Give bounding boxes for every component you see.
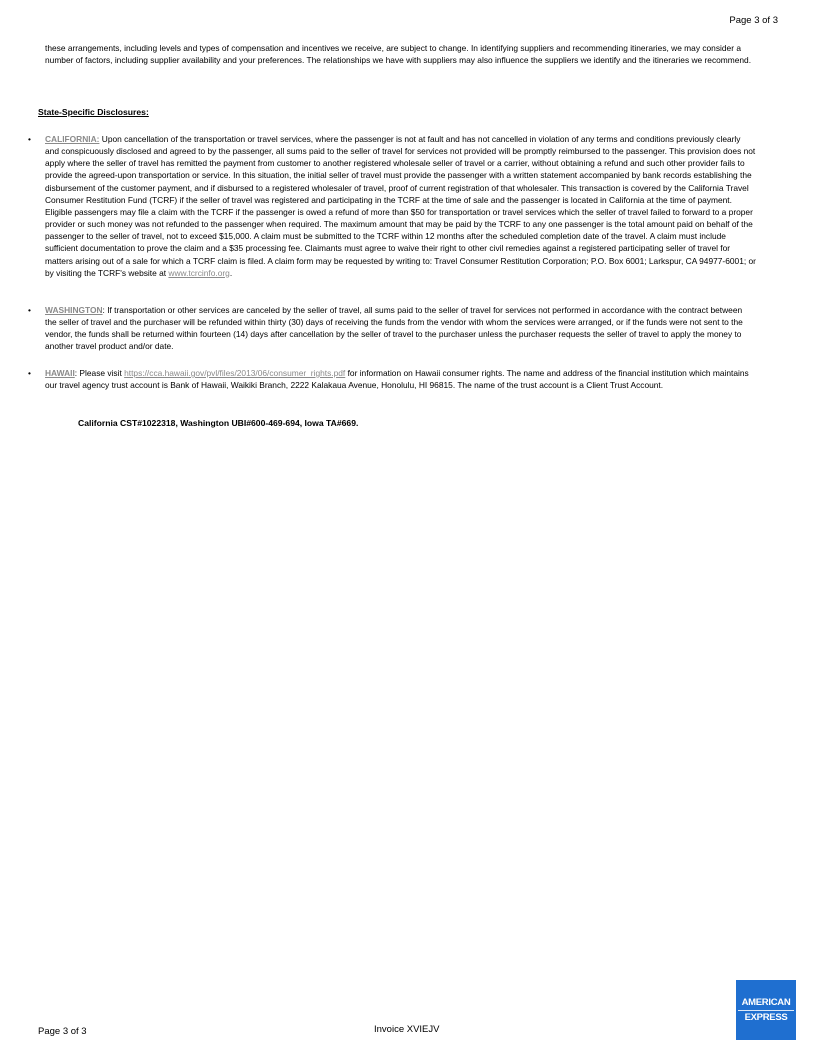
logo-line-express: EXPRESS xyxy=(744,1011,788,1023)
license-numbers: California CST#1022318, Washington UBI#600-469-694, Iowa TA#669. xyxy=(78,418,359,428)
hawaii-consumer-rights-link[interactable]: https://cca.hawaii.gov/pvl/files/2013/06/consumer_rights.pdf xyxy=(124,368,346,378)
bullet-icon: • xyxy=(28,134,31,144)
logo-divider xyxy=(738,1010,794,1011)
bullet-icon: • xyxy=(28,305,31,315)
page-number-top: Page 3 of 3 xyxy=(729,15,778,26)
washington-text: : If transportation or other services are canceled by the seller of travel, all sums paid to the seller of travel for services not performed in accordance with the contract between the seller of travel and the purchaser will be refunded within thirty (30) days of receiving the funds from the vendor with whom the services were arranged, or if the funds were not sent to the vendor, the funds shall be returned within fourteen (14) days after cancellation by the seller of travel to the purchaser unless the purchaser requests the seller of travel to apply the money to another travel product and/or date. xyxy=(45,305,743,352)
hawaii-label: HAWAII xyxy=(45,368,75,378)
washington-disclosure xyxy=(28,304,756,353)
tcrf-website-link[interactable]: www.tcrcinfo.org xyxy=(168,267,230,278)
american-express-logo xyxy=(736,980,796,1040)
california-tail: . xyxy=(229,267,233,278)
california-disclosure xyxy=(28,133,756,279)
hawaii-disclosure xyxy=(28,367,756,391)
california-label: CALIFORNIA: xyxy=(45,134,100,144)
page-number-footer: Page 3 of 3 xyxy=(38,1026,87,1037)
section-heading: State-Specific Disclosures: xyxy=(38,107,149,117)
washington-label: WASHINGTON xyxy=(45,305,103,315)
bullet-icon: • xyxy=(28,368,31,378)
hawaii-text-after: for information on Hawaii consumer rights. The name and address of the financial institution which maintains our travel agency trust account is Bank of Hawaii, Waikiki Branch, 2222 Kalakaua Avenue, Honolulu, HI 96815. The name of the trust account is a Client Trust Account. xyxy=(45,368,749,391)
intro-paragraph: these arrangements, including levels and types of compensation and incentives we receive, are subject to change. In identifying suppliers and recommending itineraries, we may consider a number of factors, including supplier availability and your preferences. The relationships we have with suppliers may also influence the suppliers we identify and the itineraries we recommend. xyxy=(45,43,752,65)
invoice-number: Invoice XVIEJV xyxy=(374,1024,440,1035)
hawaii-text-before: : Please visit xyxy=(74,368,125,378)
logo-line-american: AMERICAN xyxy=(741,996,791,1008)
california-text: Upon cancellation of the transportation or travel services, where the passenger is not at fault and has not cancelled in violation of any terms and conditions previously clearly and conspicuously disclosed and agreed to by the passenger, all sums paid to the seller of travel for services not provided will be promptly reimbursed to the passenger. This provision does not apply where the seller of travel has remitted the payment from customer to another registered wholesale seller of travel or a carrier, without obtaining a refund and such other provider fails to provide the agreed-upon transportation or service. In this situation, the initial seller of travel must provide the passenger with a written statement accompanied by bank records establishing the disbursement of the customer payment, and if disbursed to a registered wholesaler of travel, proof of current registration of that wholesaler. This transaction is covered by the California Travel Consumer Restitution Fund (TCRF) if the seller of travel was registered and participating in the TCRF at the time of sale and the passenger is located in California at the time of payment. Eligible passengers may file a claim with the TCRF if the passenger is owed a refund of more than $50 for transportation or travel services which the seller of travel failed to forward to a proper provider or such money was not refunded to the passenger when required. The maximum amount that may be paid by the TCRF to any one passenger is the total amount paid on behalf of the passenger to the seller of travel, not to exceed $15,000. A claim must be submitted to the TCRF within 12 months after the scheduled completion date of the travel. A claim must include sufficient documentation to prove the claim and a $35 processing fee. Claimants must agree to waive their right to other civil remedies against a registered participating seller of travel for matters arising out of a sale for which a TCRF claim is filed. A claim form may be requested by writing to: Travel Consumer Restitution Corporation; P.O. Box 6001; Larkspur, CA 94977-6001; or by visiting the TCRF's website at xyxy=(45,134,756,278)
